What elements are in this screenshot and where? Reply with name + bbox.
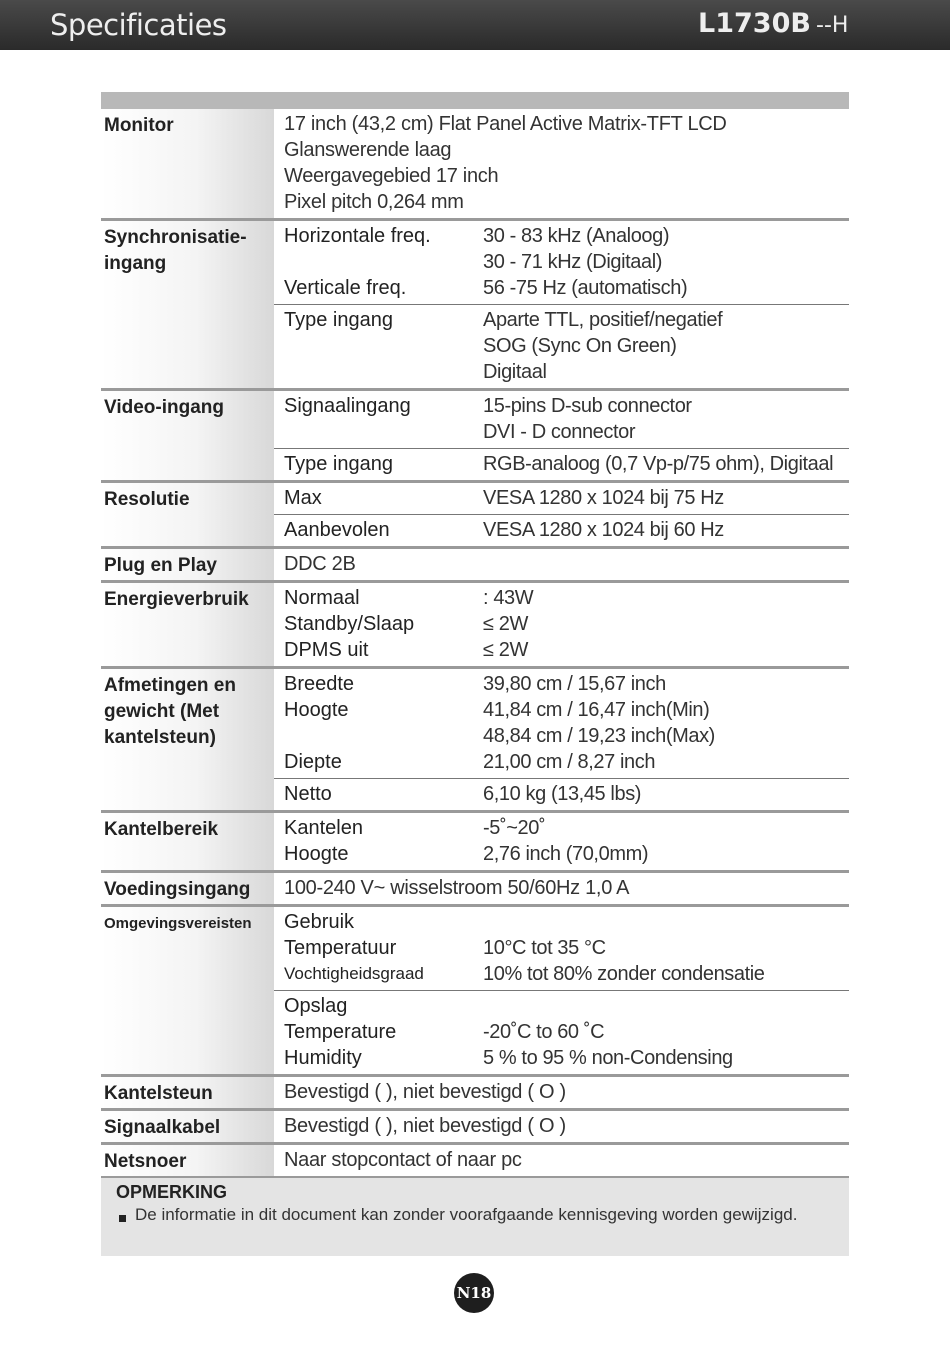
spec-section-body (274, 669, 849, 810)
spec-section (101, 669, 849, 813)
spec-row (274, 249, 849, 275)
spec-key: Diepte (284, 751, 342, 773)
spec-section (101, 549, 849, 583)
spec-subgroup (274, 583, 849, 666)
spec-value: 30 - 71 kHz (Digitaal) (483, 251, 663, 273)
spec-row (274, 359, 849, 385)
spec-value: Bevestigd ( ), niet bevestigd ( O ) (284, 1081, 566, 1103)
spec-section (101, 873, 849, 907)
note-heading: OPMERKING (116, 1182, 228, 1202)
spec-row (274, 909, 849, 935)
spec-row (274, 935, 849, 961)
spec-section-label: Kantelbereik (101, 813, 274, 870)
spec-value: RGB-analoog (0,7 Vp-p/75 ohm), Digitaal (483, 453, 834, 475)
spec-row (274, 749, 849, 775)
spec-row (274, 189, 849, 215)
spec-key: Opslag (284, 995, 348, 1017)
model-number: L1730B (698, 8, 811, 39)
spec-section-label: Netsnoer (101, 1145, 274, 1176)
spec-key: Standby/Slaap (284, 613, 415, 635)
spec-value: 5 % to 95 % non-Condensing (483, 1047, 733, 1069)
spec-value: Aparte TTL, positief/negatief (483, 309, 723, 331)
spec-section-label: Kantelsteun (101, 1077, 274, 1108)
spec-section-body (274, 1111, 849, 1142)
table-header-stripe (101, 92, 849, 109)
spec-section-label: Monitor (101, 109, 274, 218)
spec-section-body (274, 221, 849, 388)
spec-section-body (274, 109, 849, 218)
spec-row (274, 163, 849, 189)
spec-subgroup (274, 391, 849, 449)
spec-row (274, 451, 849, 477)
spec-row (274, 1113, 849, 1139)
spec-row (274, 485, 849, 511)
spec-row (274, 1079, 849, 1105)
spec-key: Horizontale freq. (284, 225, 431, 247)
spec-key: Gebruik (284, 911, 355, 933)
spec-row (274, 841, 849, 867)
spec-row (274, 551, 849, 577)
spec-row (274, 333, 849, 359)
spec-row (274, 517, 849, 543)
spec-value: Glanswerende laag (284, 139, 452, 161)
model-name (698, 8, 848, 39)
spec-row (274, 137, 849, 163)
spec-section-label: Signaalkabel (101, 1111, 274, 1142)
spec-row (274, 393, 849, 419)
spec-row (274, 697, 849, 723)
spec-subgroup (274, 515, 849, 546)
spec-row (274, 671, 849, 697)
spec-subgroup (274, 305, 849, 388)
spec-value: 41,84 cm / 16,47 inch(Min) (483, 699, 710, 721)
spec-section (101, 813, 849, 873)
spec-section-label: Afmetingen en gewicht (Met kantelsteun) (101, 669, 274, 810)
spec-section-label: Video-ingang (101, 391, 274, 480)
spec-subgroup (274, 813, 849, 870)
spec-section-body (274, 873, 849, 904)
spec-row (274, 993, 849, 1019)
spec-row (274, 307, 849, 333)
spec-section (101, 1111, 849, 1145)
spec-key (274, 359, 483, 385)
spec-value: DDC 2B (284, 553, 356, 575)
spec-section-body (274, 1145, 849, 1176)
spec-row (274, 275, 849, 301)
spec-subgroup (274, 669, 849, 779)
spec-subgroup (274, 873, 849, 904)
spec-value: DVI - D connector (483, 421, 636, 443)
spec-key: Max (284, 487, 322, 509)
spec-row (274, 1147, 849, 1173)
spec-value: -20˚C to 60 ˚C (483, 1021, 605, 1043)
spec-section (101, 1077, 849, 1111)
spec-section-label: Resolutie (101, 483, 274, 546)
spec-row (274, 1019, 849, 1045)
spec-subgroup (274, 483, 849, 515)
spec-section (101, 907, 849, 1077)
spec-section (101, 1145, 849, 1179)
spec-row (274, 111, 849, 137)
bullet-icon (119, 1215, 126, 1222)
spec-section-label: Plug en Play (101, 549, 274, 580)
spec-key: Humidity (284, 1047, 362, 1069)
spec-key: Temperature (284, 1021, 397, 1043)
spec-value: 6,10 kg (13,45 lbs) (483, 783, 642, 805)
note-text: De informatie in dit document kan zonder voorafgaande kennisgeving worden gewijzigd. (135, 1205, 798, 1224)
spec-row (274, 781, 849, 807)
spec-row (274, 723, 849, 749)
spec-key (274, 723, 483, 749)
spec-subgroup (274, 549, 849, 580)
spec-key: Breedte (284, 673, 355, 695)
spec-value: 2,76 inch (70,0mm) (483, 843, 649, 865)
spec-value: 15-pins D-sub connector (483, 395, 692, 417)
spec-value: Naar stopcontact of naar pc (284, 1149, 522, 1171)
spec-subgroup (274, 1111, 849, 1142)
spec-section-body (274, 391, 849, 480)
spec-value: Weergavegebied 17 inch (284, 165, 499, 187)
spec-row (274, 961, 849, 987)
spec-value: 17 inch (43,2 cm) Flat Panel Active Matrix-TFT LCD (284, 113, 727, 135)
spec-key: Type ingang (284, 309, 393, 331)
spec-key: DPMS uit (284, 639, 369, 661)
spec-subgroup (274, 907, 849, 991)
spec-row (274, 875, 849, 901)
spec-value: 48,84 cm / 19,23 inch(Max) (483, 725, 715, 747)
model-suffix: --H (816, 13, 849, 38)
spec-key (274, 419, 483, 445)
spec-row (274, 815, 849, 841)
spec-value: 10% tot 80% zonder condensatie (483, 963, 765, 985)
spec-row (274, 637, 849, 663)
spec-value: 10°C tot 35 °C (483, 937, 606, 959)
spec-section-body (274, 907, 849, 1074)
spec-value: Digitaal (483, 361, 547, 383)
spec-value: 39,80 cm / 15,67 inch (483, 673, 666, 695)
spec-key: Normaal (284, 587, 360, 609)
spec-value: -5˚~20˚ (483, 817, 546, 839)
spec-key: Kantelen (284, 817, 363, 839)
spec-key: Vochtigheidsgraad (284, 964, 424, 983)
page-title: Specificaties (50, 8, 227, 42)
spec-section-label: Energieverbruik (101, 583, 274, 666)
spec-key (274, 333, 483, 359)
note-box (101, 1178, 849, 1256)
header-bar (0, 0, 950, 50)
spec-row (274, 419, 849, 445)
spec-row (274, 1045, 849, 1071)
spec-value: 100-240 V~ wisselstroom 50/60Hz 1,0 A (284, 877, 630, 899)
spec-section-body (274, 583, 849, 666)
page-number-badge: N18 (454, 1273, 494, 1313)
spec-section (101, 483, 849, 549)
spec-value: SOG (Sync On Green) (483, 335, 677, 357)
spec-key: Type ingang (284, 453, 393, 475)
spec-section-label: Voedingsingang (101, 873, 274, 904)
spec-value: 56 -75 Hz (automatisch) (483, 277, 688, 299)
spec-key: Hoogte (284, 699, 349, 721)
spec-key (274, 249, 483, 275)
spec-section-body (274, 483, 849, 546)
spec-subgroup (274, 779, 849, 810)
spec-key: Temperatuur (284, 937, 397, 959)
spec-value: Pixel pitch 0,264 mm (284, 191, 464, 213)
spec-section (101, 391, 849, 483)
spec-value: VESA 1280 x 1024 bij 60 Hz (483, 519, 724, 541)
spec-section-label: Omgevingsvereisten (101, 907, 274, 1074)
spec-key: Verticale freq. (284, 277, 407, 299)
spec-value: 30 - 83 kHz (Analoog) (483, 225, 670, 247)
spec-row (274, 223, 849, 249)
spec-subgroup (274, 1077, 849, 1108)
spec-section-body (274, 1077, 849, 1108)
spec-section-body (274, 549, 849, 580)
spec-value: 21,00 cm / 8,27 inch (483, 751, 656, 773)
spec-value: : 43W (483, 587, 534, 609)
spec-key: Netto (284, 783, 332, 805)
spec-section (101, 109, 849, 221)
spec-section (101, 221, 849, 391)
spec-subgroup (274, 1145, 849, 1176)
spec-key: Signaalingang (284, 395, 411, 417)
spec-value: ≤ 2W (483, 639, 528, 661)
spec-value: Bevestigd ( ), niet bevestigd ( O ) (284, 1115, 566, 1137)
spec-subgroup (274, 991, 849, 1074)
spec-subgroup (274, 449, 849, 480)
spec-subgroup (274, 109, 849, 218)
spec-section-label: Synchronisatie-ingang (101, 221, 274, 388)
spec-value: VESA 1280 x 1024 bij 75 Hz (483, 487, 724, 509)
spec-section (101, 583, 849, 669)
spec-key: Aanbevolen (284, 519, 390, 541)
spec-table (101, 92, 849, 1179)
spec-key: Hoogte (284, 843, 349, 865)
spec-value: ≤ 2W (483, 613, 528, 635)
spec-section-body (274, 813, 849, 870)
spec-subgroup (274, 221, 849, 305)
spec-row (274, 611, 849, 637)
spec-row (274, 585, 849, 611)
